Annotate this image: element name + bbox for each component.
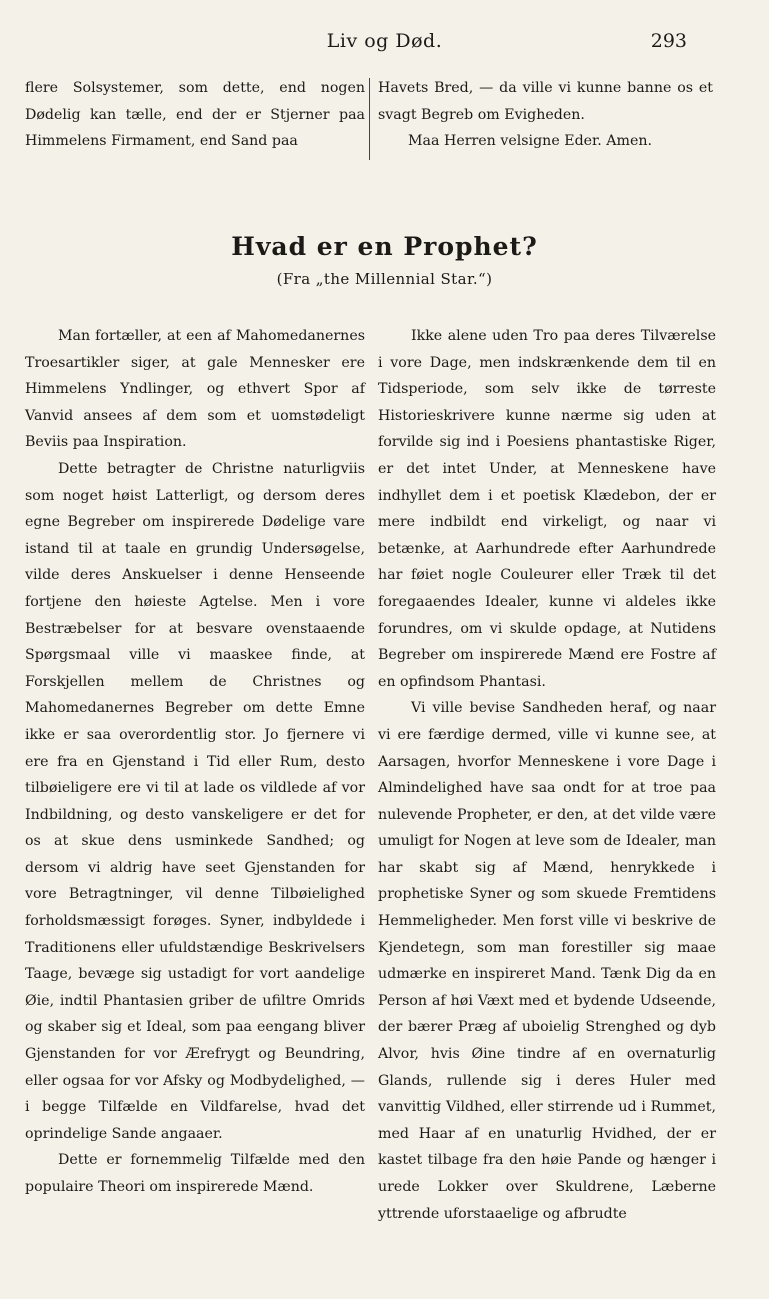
paragraph: Dette betragter de Christne naturligviis som noget høist Latterligt, og dersom deres egne Begreber om inspirerede Dødelige vare istand til at taale en grundig Undersøgelse, vilde deres Anskuelser i denne Henseende fortjene den høieste Agtelse. Men i vore Bestræbelser for at besvare ovenstaaende Spørgsmaal ville vi maaskee finde, at Forskjellen mellem de Christnes og Mahomedanernes Begreber om dette Emne ikke er saa overordentlig stor. Jo fjernere vi ere fra en Gjenstand i Tid eller Rum, desto tilbøieligere ere vi til at lade os vildlede af vor Indbildning, og desto vanskeligere er det for os at skue dens usminkede Sandhed; og dersom vi aldrig have seet Gjenstanden for vore Betragtninger, vil denne Tilbøielighed forholdsmæssigt forøges. Syner, indbyldede i Traditionens eller ufuldstændige Beskrivelsers Taage, bevæge sig ustadigt for vort aandelige Øie, indtil Phantasien griber de ufiltre Omrids og skaber sig et Ideal, som paa eengang bliver Gjenstanden for vor Ærefrygt og Beundring, eller ogsaa for vor Afsky og Modbydelighed, — i begge Tilfælde en Vildfarelse, hvad det oprindelige Sande angaaer.	[25, 460, 365, 1142]
paragraph: Vi ville bevise Sandheden heraf, og naar vi ere færdige dermed, ville vi kunne see, at Aarsagen, hvorfor Menneskene i vore Dage i Almindelighed have saa ondt for at troe paa nulevende Propheter, er den, at det vilde være umuligt for Nogen at leve som de Idealer, man har skabt sig af Mænd, henrykkede i prophetiske Syner og som skuede Fremtidens Hemmeligheder. Men forst ville vi beskrive de Kjendetegn, som man forestiller sig maae udmærke en inspireret Mand. Tænk Dig da en Person af høi Væxt med et bydende Udseende, der bærer Præg af uboielig Strenghed og dyb Alvor, hvis Øine tindre af en overnaturlig Glands, rullende sig i deres Huler med vanvittig Vildhed, eller stirrende ud i Rummet, med Haar af en unaturlig Hvidhed, der er kastet tilbage fra den høie Pande og hænger i urede Lokker over Skuldrene, Læberne yttrende uforstaaelige og afbrudte	[378, 700, 716, 1222]
paragraph: Dette er fornemmelig Tilfælde med den populaire Theori om inspirerede Mænd.	[25, 1152, 365, 1195]
closing-blessing: Maa Herren velsigne Eder. Amen.	[408, 133, 653, 150]
paragraph: Havets Bred, — da ville vi kunne banne os et svagt Begreb om Evigheden.	[378, 80, 713, 123]
article-column-right	[378, 323, 716, 1227]
column-divider	[369, 78, 370, 160]
paragraph: Ikke alene uden Tro paa deres Tilværelse i vore Dage, men indskrænkende dem til en Tidsperiode, som selv ikke de tørreste Historieskrivere kunne nærme sig uden at forvilde sig ind i Poesiens phantastiske Riger, er det intet Under, at Menneskene have indhyllet dem i et poetisk Klædebon, der er mere indbildt end virkeligt, og naar vi betænke, at Aarhundrede efter Aarhundrede har føiet nogle Couleurer eller Træk til det foregaaendes Idealer, kunne vi aldeles ikke forundres, om vi skulde opdage, at Nutidens Begreber om inspirerede Mænd ere Fostre af en opfindsom Phantasi.	[378, 328, 716, 690]
page-header	[0, 30, 769, 60]
paragraph: flere Solsystemer, som dette, end nogen Dødelig kan tælle, end der er Stjerner paa Himmelens Firmament, end Sand paa	[25, 80, 365, 150]
continued-text-right	[378, 75, 713, 155]
continued-text-left	[25, 75, 365, 155]
paragraph: Man fortæller, at een af Mahomedanernes Troesartikler siger, at gale Mennesker ere Himmelens Yndlinger, og ethvert Spor af Vanvid ansees af dem som et uomstødeligt Beviis paa Inspiration.	[25, 328, 365, 451]
article-title: Hvad er en Prophet?	[231, 232, 538, 261]
article-source: (Fra „the Millennial Star.“)	[276, 270, 493, 288]
running-title: Liv og Død.	[326, 30, 443, 52]
page-number: 293	[650, 30, 687, 52]
article-column-left	[25, 323, 365, 1201]
